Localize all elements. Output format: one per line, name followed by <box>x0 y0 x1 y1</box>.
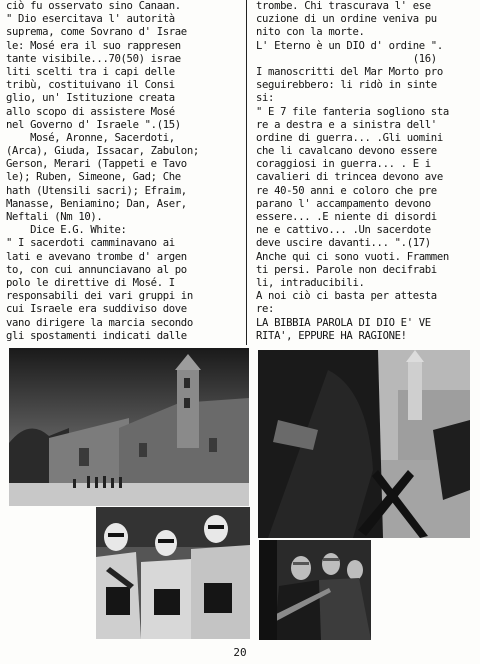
left-column-line: hath (Utensili sacri); Efraim, <box>6 184 187 197</box>
right-column-line: si: <box>256 92 275 105</box>
right-column-line: seguirebbero: li ridò in sinte <box>256 79 437 92</box>
left-column-line: Dice E.G. White: <box>6 224 127 237</box>
right-column-line: " E 7 file fanteria sogliono sta <box>256 105 449 118</box>
left-column-line: nel Governo d' Israele ".(15) <box>6 118 181 131</box>
left-column-line: Manasse, Beniamino; Dan, Aser, <box>6 197 187 210</box>
left-column-line: liti scelti tra i capi delle <box>6 65 175 78</box>
right-column-line: ordine di guerra... .Gli uomini <box>256 131 443 144</box>
photo-soldier-rifle <box>258 350 470 538</box>
left-column-line: le: Mosé era il suo rappresen <box>6 39 181 52</box>
right-column-line: ne e cattivo... .Un sacerdote <box>256 224 431 237</box>
right-column-line: I manoscritti del Mar Morto pro <box>256 65 443 78</box>
left-column-line: ciò fu osservato sino Canaan. <box>6 0 181 12</box>
left-column-line: polo le direttive di Mosé. I <box>6 276 175 289</box>
right-column-line: Anche qui ci sono vuoti. Frammen <box>256 250 449 263</box>
left-column-line: Mosé, Aronne, Sacerdoti, <box>6 131 175 144</box>
left-column-line: vano dirigere la marcia secondo <box>6 316 193 329</box>
right-text-column <box>256 0 478 343</box>
left-column-line: Gerson, Merari (Tappeti e Tavo <box>6 158 187 171</box>
left-column-line: responsabili dei vari gruppi in <box>6 290 193 303</box>
left-column-line: tribù, costituivano il Consi <box>6 79 175 92</box>
left-column-line: (Arca), Giuda, Issacar, Zabulon; <box>6 145 199 158</box>
page-number: 20 <box>233 646 247 659</box>
right-column-line: cavalieri di trincea devono ave <box>256 171 443 184</box>
left-column-line: allo scopo di assistere Mosé <box>6 105 175 118</box>
right-column-line: RITA', EPPURE HA RAGIONE! <box>256 329 407 342</box>
right-column-line: re a destra e a sinistra dell' <box>256 118 437 131</box>
left-column-line: " I sacerdoti camminavano ai <box>6 237 175 250</box>
left-column-line: " Dio esercitava l' autorità <box>6 13 175 26</box>
right-column-line: L' Eterno è un DIO d' ordine ". <box>256 39 443 52</box>
right-column-line: essere... .E niente di disordi <box>256 211 437 223</box>
right-column-line: re: <box>256 303 275 316</box>
left-column-line: le); Ruben, Simeone, Gad; Che <box>6 171 181 184</box>
photo-masked-fighters <box>259 540 371 640</box>
photo-basilica-square <box>9 348 249 506</box>
column-divider <box>246 0 247 345</box>
right-column-line: re 40-50 anni e coloro che pre <box>256 184 437 197</box>
left-text-column <box>6 0 242 343</box>
right-column-line: (16) <box>256 52 437 65</box>
left-column-line: glio, un' Istituzione creata <box>6 92 175 105</box>
left-column-line: lati e avevano trombe d' argen <box>6 250 187 263</box>
left-column-line: Neftali (Nm 10). <box>6 211 103 223</box>
left-column-line: to, con cui annunciavano al po <box>6 263 187 276</box>
right-column-line: parano l' accampamento devono <box>256 197 431 210</box>
left-column-line: suprema, come Sovrano d' Israe <box>6 26 187 39</box>
right-column-line: deve uscire davanti... ".(17) <box>256 237 431 250</box>
right-column-line: trombe. Chi trascurava l' ese <box>256 0 431 12</box>
right-column-line: A noi ciò ci basta per attesta <box>256 290 437 303</box>
left-column-line: gli spostamenti indicati dalle <box>6 329 187 342</box>
right-column-line: LA BIBBIA PAROLA DI DIO E' VE <box>256 316 431 329</box>
photo-masked-group <box>96 507 250 639</box>
right-column-line: li, intraducibili. <box>256 276 365 289</box>
right-column-line: ti persi. Parole non decifrabi <box>256 263 437 276</box>
right-column-line: cuzione di un ordine veniva pu <box>256 13 437 26</box>
right-column-line: nito con la morte. <box>256 26 365 39</box>
left-column-line: cui Israele era suddiviso dove <box>6 303 187 316</box>
right-column-line: che li cavalcano devono essere <box>256 145 437 158</box>
right-column-line: coraggiosi in guerra... . E i <box>256 158 431 171</box>
left-column-line: tante visibile...70(50) israe <box>6 52 181 65</box>
